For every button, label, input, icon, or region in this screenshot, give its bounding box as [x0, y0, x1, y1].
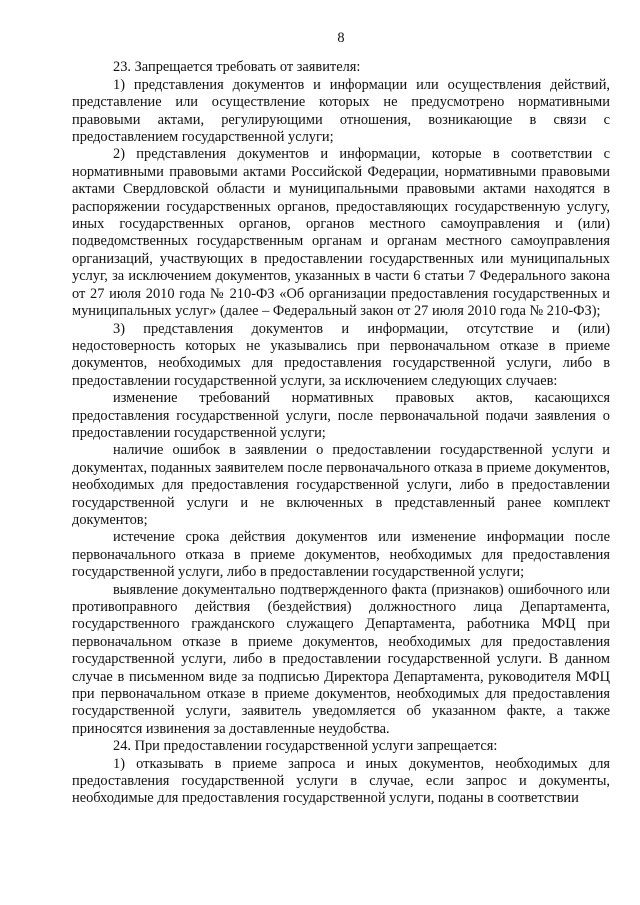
- paragraph-23-heading: 23. Запрещается требовать от заявителя:: [113, 59, 361, 76]
- page-number: 8: [337, 30, 345, 46]
- paragraph-24-heading: 24. При предоставлении государственной услуги запрещается:: [113, 738, 498, 755]
- paragraph-exception-expiry: истечение срока действия документов или изменение информации после первоначального отказа в приеме документов, необходимых для предоставления государственной услуги, либо в предоставлении государственной услуги;: [72, 529, 610, 581]
- paragraph-24-item-1: 1) отказывать в приеме запроса и иных документов, необходимых для предоставления государственной услуги в случае, если запрос и документы, необходимые для предоставления государственной услуги, поданы в соответствии: [72, 755, 610, 807]
- paragraph-exception-official-error: выявление документально подтвержденного факта (признаков) ошибочного или противоправного действия (бездействия) должностного лица Департамента, государственного гражданского служащего Департамента, работника МФЦ при первоначальном отказе в приеме документов, необходимых для предоставления государственной услуги, либо в предоставлении государственной услуги. В данном случае в письменном виде за подписью Директора Департамента, руководителя МФЦ при первоначальном отказе в приеме документов, необходимых для предоставления государственной услуги, заявитель уведомляется об указанном факте, а также приносятся извинения за доставленные неудобства.: [72, 581, 610, 737]
- paragraph-23-item-2: 2) представления документов и информации, которые в соответствии с нормативными правовыми актами Российской Федерации, нормативными правовыми актами Свердловской области и муниципальными правовыми актами находятся в распоряжении государственных органов, предоставляющих государственную услугу, иных государственных органов, органов местного самоуправления и (или) подведомственных государственным органам и органам местного самоуправления организаций, участвующих в предоставлении государственных или муниципальных услуг, за исключением документов, указанных в части 6 статьи 7 Федерального закона от 27 июля 2010 года № 210-ФЗ «Об организации предоставления государственных и муниципальных услуг» (далее – Федеральный закон от 27 июля 2010 года № 210-ФЗ);: [72, 146, 610, 320]
- paragraph-23-item-3: 3) представления документов и информации, отсутствие и (или) недостоверность которых не указывались при первоначальном отказе в приеме документов, необходимых для предоставления государственной услуги, либо в предоставлении государственной услуги, за исключением следующих случаев:: [72, 320, 610, 389]
- paragraph-exception-errors: наличие ошибок в заявлении о предоставлении государственной услуги и документах, поданных заявителем после первоначального отказа в приеме документов, необходимых для предоставления государственной услуги, либо в предоставлении государственной услуги и не включенных в представленный ранее комплект документов;: [72, 442, 610, 528]
- paragraph-23-item-1: 1) представления документов и информации или осуществления действий, представление или осуществление которых не предусмотрено нормативными правовыми актами, регулирующими отношения, возникающие в связи с предоставлением государственной услуги;: [72, 76, 610, 146]
- paragraph-exception-requirements-change: изменение требований нормативных правовых актов, касающихся предоставления государственной услуги, после первоначальной подачи заявления о предоставлении государственной услуги;: [72, 390, 610, 441]
